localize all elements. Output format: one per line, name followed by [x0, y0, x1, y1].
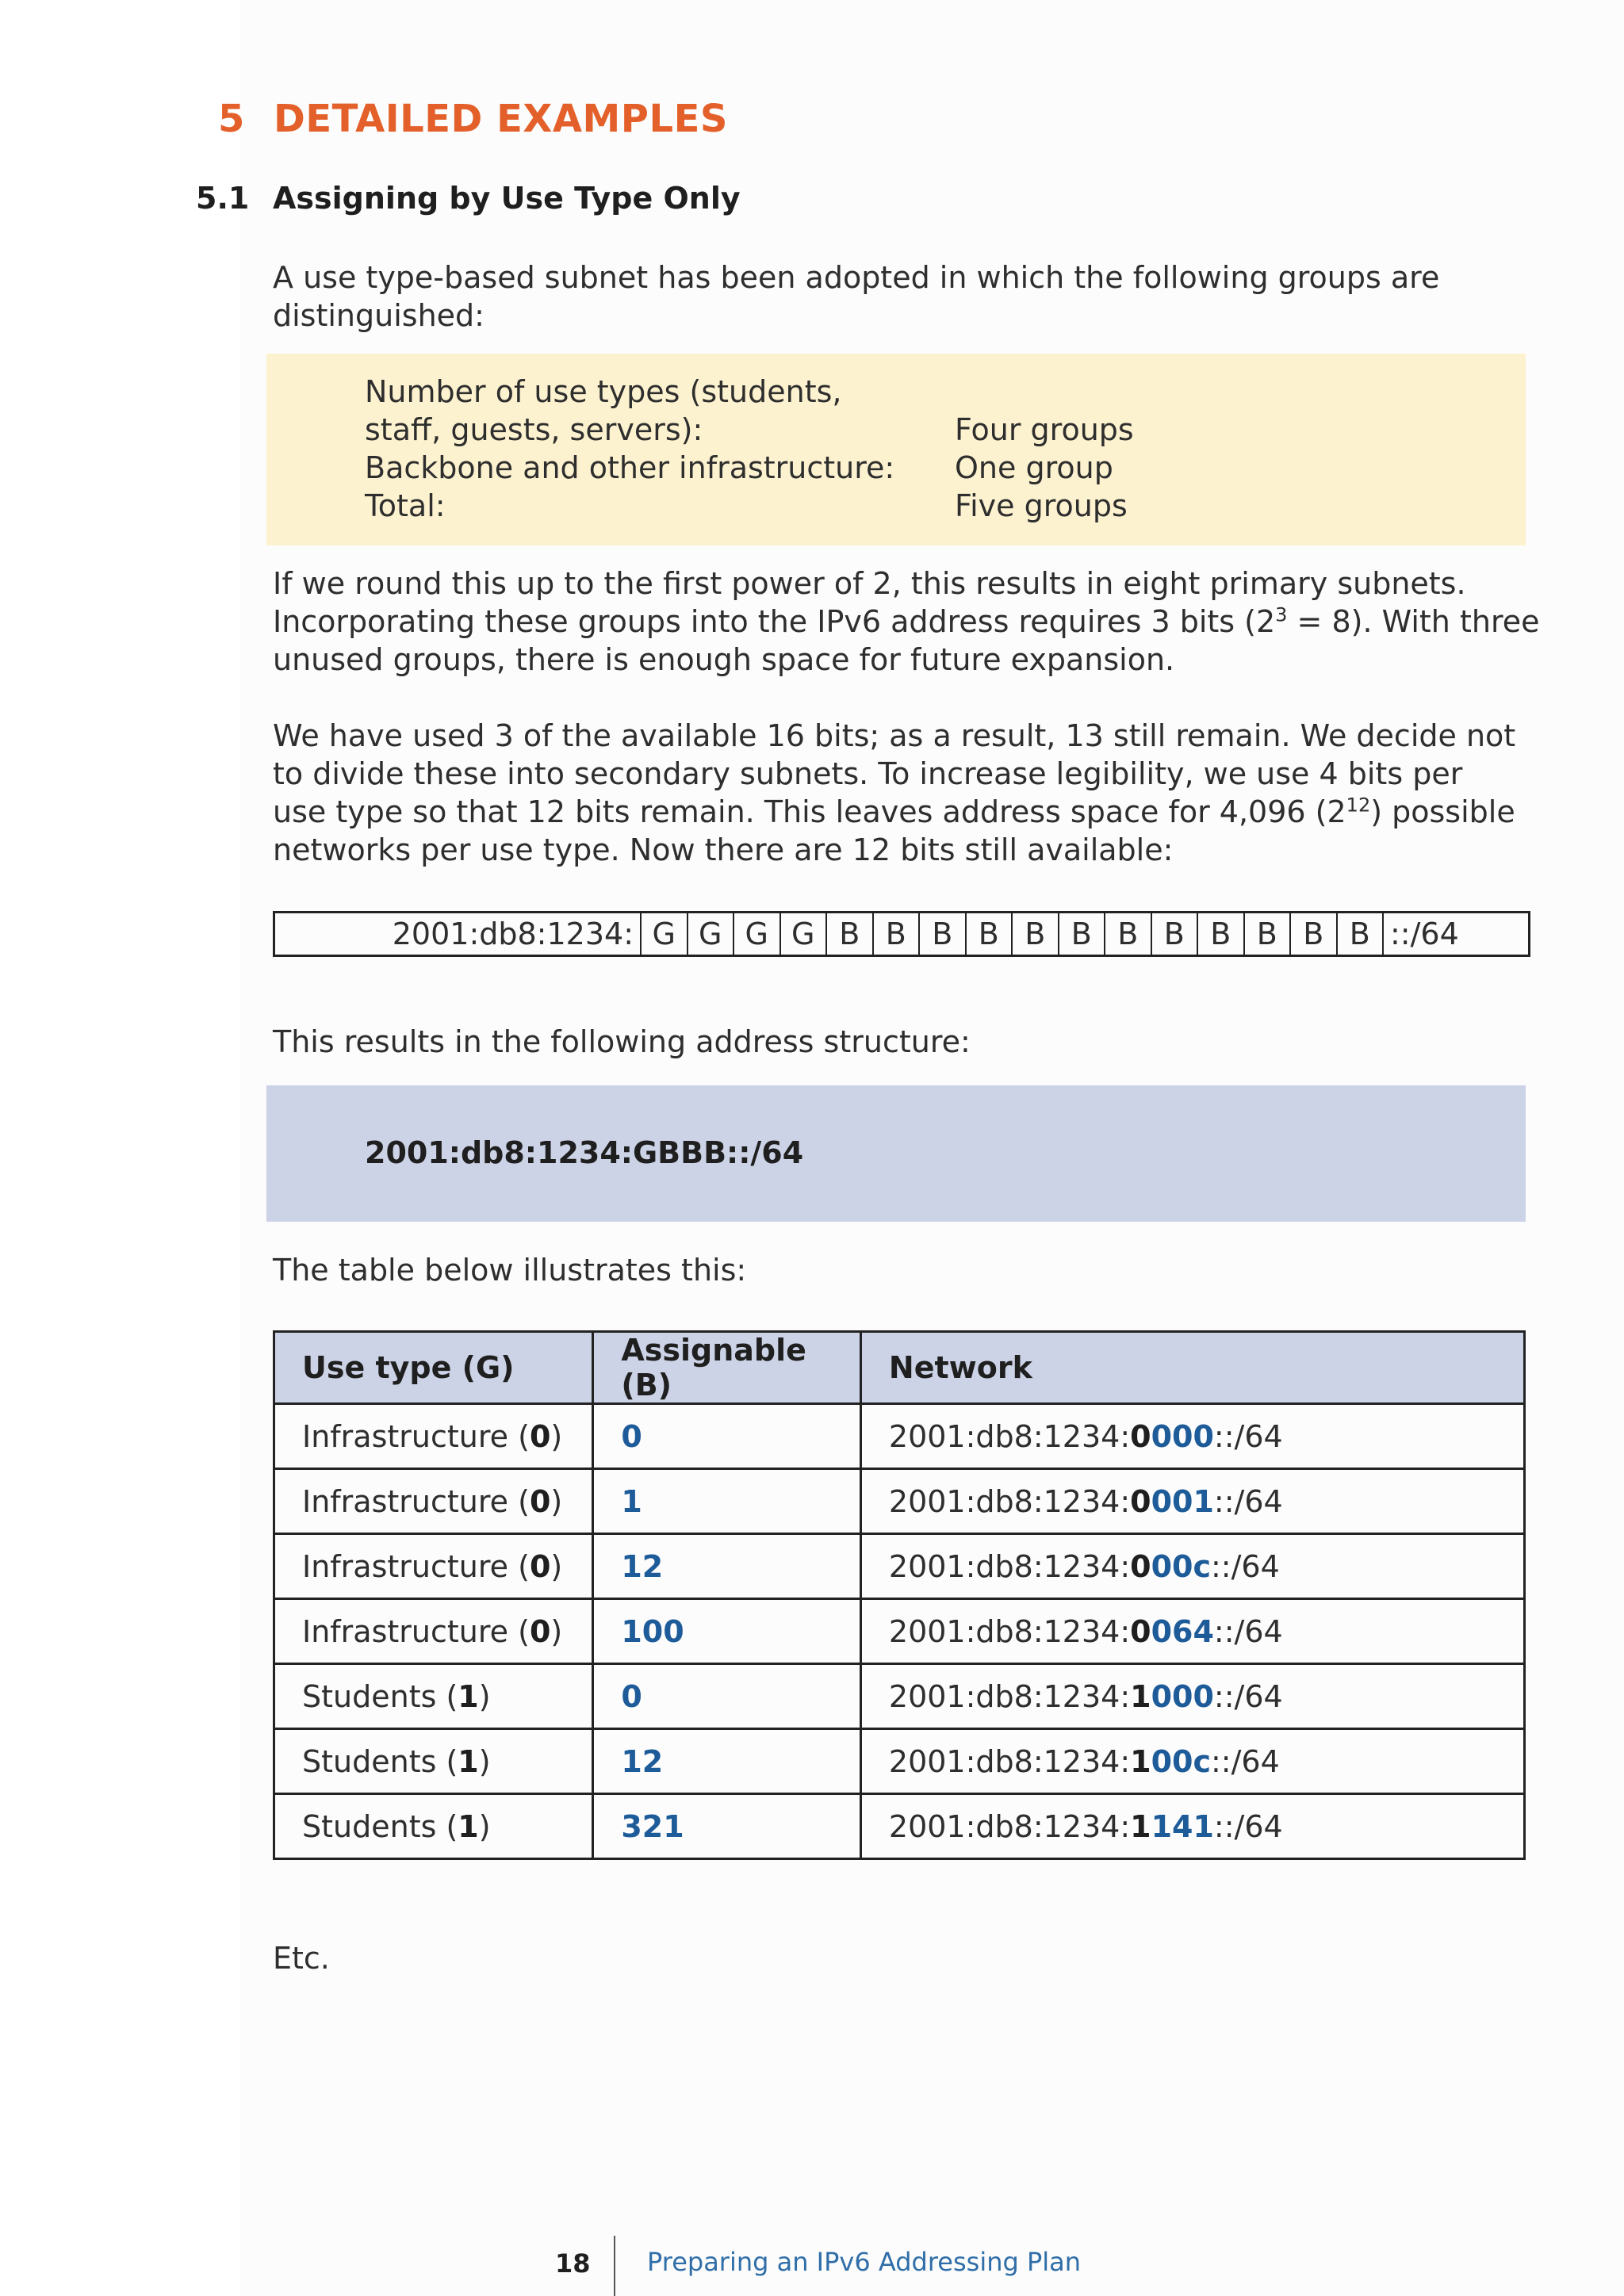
assignable-cell: 321: [593, 1794, 861, 1859]
use-type-cell: Students (1): [274, 1794, 593, 1859]
structure-intro: This results in the following address structure:: [273, 1024, 971, 1059]
table-intro: The table below illustrates this:: [273, 1253, 747, 1288]
bits-paragraph: [273, 717, 1557, 869]
header-network: Network: [860, 1332, 1524, 1404]
exponent-12: 12: [1346, 794, 1371, 817]
bit-layout-strip: [273, 911, 1530, 957]
bits-line-3: use type so that 12 bits remain. This leaves address space for 4,096 $(2^{12})$ possible: [273, 794, 1515, 829]
table-row: [274, 1729, 1525, 1794]
subsection-heading: [196, 181, 741, 216]
bit-strip-prefix: 2001:db8:1234:: [392, 916, 634, 951]
exponent-3: 3: [1275, 603, 1288, 626]
table-row: [274, 1469, 1525, 1534]
use-type-cell: Infrastructure (0): [274, 1599, 593, 1664]
bit-cell: B: [1243, 913, 1290, 955]
bit-cell: G: [640, 913, 687, 955]
address-structure: 2001:db8:1234:GBBB::/64: [365, 1135, 804, 1170]
bit-cell: B: [1011, 913, 1058, 955]
group-value-2: One group: [955, 450, 1113, 485]
network-cell: 2001:db8:1234:1000::/64: [860, 1664, 1524, 1729]
bit-cell: B: [965, 913, 1012, 955]
round-line-2: Incorporating these groups into the IPv6 address requires 3 bits $(2^3 = 8)$. With three: [273, 603, 1540, 639]
table-row: [274, 1534, 1525, 1599]
subsection-number: 5.1: [196, 181, 250, 216]
bit-cell: B: [1058, 913, 1105, 955]
section-heading: [218, 97, 728, 141]
intro-paragraph: A use type-based subnet has been adopted in which the following groups are distinguished:: [273, 260, 1440, 333]
network-cell: 2001:db8:1234:0001::/64: [860, 1469, 1524, 1534]
header-assignable: Assignable (B): [593, 1332, 861, 1404]
page-number: 18: [555, 2248, 591, 2279]
footer-title: Preparing an IPv6 Addressing Plan: [647, 2247, 1082, 2277]
group-value-1: Four groups: [955, 412, 1134, 447]
network-cell: 2001:db8:1234:0000::/64: [860, 1404, 1524, 1469]
table-row: [274, 1794, 1525, 1859]
bit-cell: B: [825, 913, 872, 955]
network-cell: 2001:db8:1234:1141::/64: [860, 1794, 1524, 1859]
bit-cell: B: [918, 913, 965, 955]
assignable-cell: 100: [593, 1599, 861, 1664]
bit-strip-suffix: ::/64: [1382, 913, 1528, 955]
assignable-cell: 0: [593, 1664, 861, 1729]
use-type-cell: Infrastructure (0): [274, 1469, 593, 1534]
bit-cell: B: [1289, 913, 1336, 955]
use-type-cell: Students (1): [274, 1664, 593, 1729]
group-label-3: Total:: [365, 488, 446, 523]
subsection-title: Assigning by Use Type Only: [273, 181, 741, 216]
bits-line-4: networks per use type. Now there are 12 bits still available:: [273, 832, 1174, 867]
bit-cell: B: [1104, 913, 1151, 955]
header-use-type: Use type (G): [274, 1332, 593, 1404]
use-type-cell: Students (1): [274, 1729, 593, 1794]
table-row: [274, 1664, 1525, 1729]
bit-cell: B: [1197, 913, 1243, 955]
bit-cell: G: [687, 913, 733, 955]
table-header-row: [274, 1332, 1525, 1404]
section-number: 5: [218, 97, 245, 141]
network-cell: 2001:db8:1234:000c::/64: [860, 1534, 1524, 1599]
section-title: DETAILED EXAMPLES: [274, 97, 728, 141]
bit-cell: B: [1336, 913, 1383, 955]
footer-divider: [614, 2236, 615, 2296]
bit-cell: G: [779, 913, 826, 955]
group-label-2: Backbone and other infrastructure:: [365, 450, 895, 485]
group-label-1a: Number of use types (students,: [365, 374, 842, 409]
assignable-cell: 12: [593, 1534, 861, 1599]
assignable-cell: 0: [593, 1404, 861, 1469]
group-value-3: Five groups: [955, 488, 1128, 523]
bits-line-2: to divide these into secondary subnets. To increase legibility, we use 4 bits per: [273, 756, 1463, 791]
round-up-paragraph: [273, 564, 1557, 679]
network-table: [273, 1330, 1526, 1860]
bits-line-1: We have used 3 of the available 16 bits; as a result, 13 still remain. We decide not: [273, 718, 1516, 753]
bit-cell: G: [733, 913, 779, 955]
network-cell: 2001:db8:1234:100c::/64: [860, 1729, 1524, 1794]
use-type-cell: Infrastructure (0): [274, 1534, 593, 1599]
round-line-3: unused groups, there is enough space for future expansion.: [273, 642, 1175, 677]
assignable-cell: 12: [593, 1729, 861, 1794]
bit-cell: B: [872, 913, 919, 955]
use-type-cell: Infrastructure (0): [274, 1404, 593, 1469]
table-row: [274, 1599, 1525, 1664]
round-line-1: If we round this up to the first power of 2, this results in eight primary subnets.: [273, 566, 1466, 601]
etc-text: Etc.: [273, 1941, 330, 1976]
assignable-cell: 1: [593, 1469, 861, 1534]
bit-cell: B: [1151, 913, 1197, 955]
table-row: [274, 1404, 1525, 1469]
network-cell: 2001:db8:1234:0064::/64: [860, 1599, 1524, 1664]
group-label-1b: staff, guests, servers):: [365, 412, 703, 447]
